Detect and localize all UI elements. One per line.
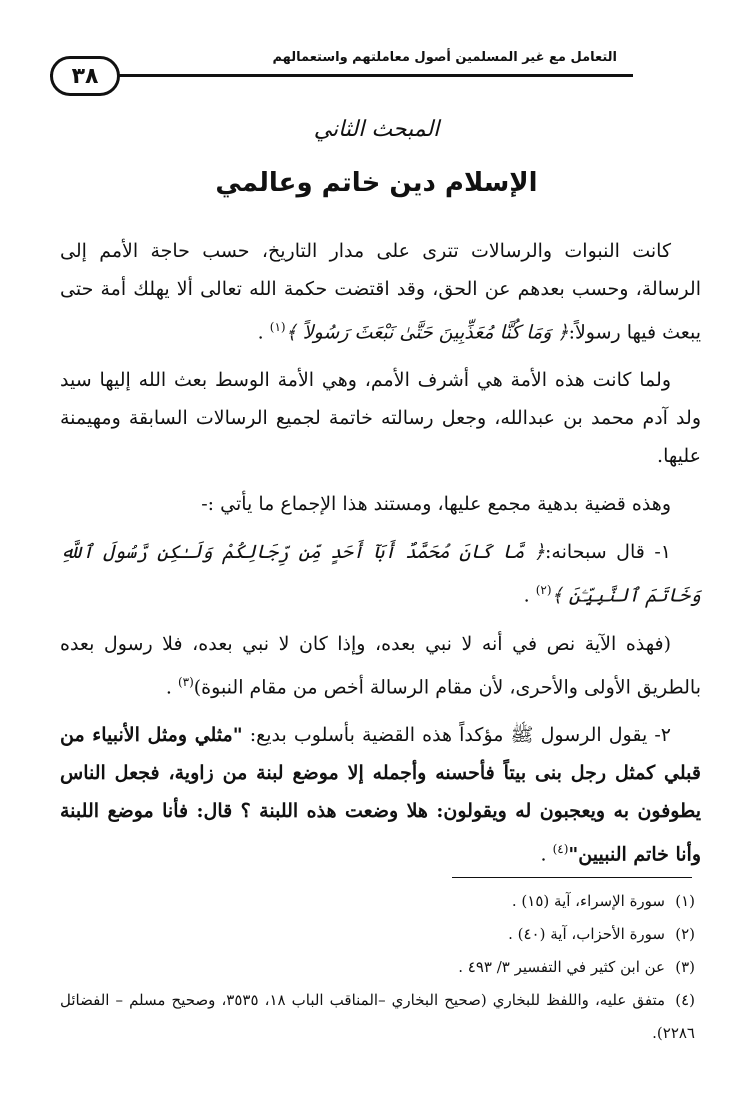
body-text — [60, 232, 701, 883]
footnote-ref: (٤) — [552, 841, 569, 856]
footnote-ref: (٣) — [177, 674, 194, 689]
section-title: الإسلام دين خاتم وعالمي — [215, 168, 538, 198]
page-number: ٣٨ — [50, 56, 120, 96]
footnote: (١)سورة الإسراء، آية (١٥) . — [511, 892, 695, 910]
running-title: التعامل مع غير المسلمين أصول معاملتهم واستعمالهم — [272, 50, 617, 65]
footnote-ref: (١) — [269, 320, 286, 334]
footnote: (٤)متفق عليه، واللفظ للبخاري (صحيح البخاري –المناقب الباب ١٨، ٣٥٣٥، وصحيح مسلم – الفضائل ٢٢٨٦). — [60, 991, 696, 1042]
quran-verse: ﴿ وَمَا كُنَّا مُعَذِّبِينَ حَتَّىٰ نَبْعَثَ رَسُولاً ﴾ — [285, 321, 569, 344]
paragraph: ١- قال سبحانه:﴿ مَّا كَانَ مُحَمَّدٌ أَبَآ أَحَدٍ مِّن رِّجَالِكُمْ وَلَـٰكِن رَّسُولَ ٱللَّهِ وَخَاتَمَ ٱلنَّبِيِّـۧنَ ﴾$^{(٢)}$ . — [60, 541, 701, 607]
footnote-rule — [452, 877, 692, 878]
footnote-ref: (٢) — [535, 583, 552, 598]
footnote: (٢)سورة الأحزاب، آية (٤٠) . — [508, 925, 695, 943]
section-label: المبحث الثاني — [313, 117, 440, 142]
footnotes — [60, 885, 695, 1050]
paragraph: ٢- يقول الرسول ﷺ مؤكداً هذه القضية بأسلوب بديع: "مثلي ومثل الأنبياء من قبلي كمثل رجل بنى بيتاً فأحسنه وأجمله إلا موضع لبنة من زاوية، فجعل الناس يطوفون به ويعجبون له ويقولون: هلا وضعت هذه اللبنة ؟ قال: فأنا موضع اللبنة وأنا خاتم النبيين"$^{(٤)}$ . — [60, 723, 701, 866]
paragraph: ولما كانت هذه الأمة هي أشرف الأمم، وهي الأمة الوسط بعث الله إليها سيد ولد آدم محمد بن عبدالله، وجعل رسالته خاتمة لجميع الرسالات السابقة ومهيمنة عليها. — [60, 369, 701, 468]
page-header — [50, 48, 695, 100]
quran-verse: ﴿ مَّا كَانَ مُحَمَّدٌ أَبَآ أَحَدٍ مِّن رِّجَالِكُمْ وَلَـٰكِن رَّسُولَ ٱللَّهِ وَخَاتَمَ ٱلنَّبِيِّـۧنَ ﴾ — [60, 541, 701, 607]
footnote: (٣)عن ابن كثير في التفسير ٣/ ٤٩٣ . — [458, 958, 695, 976]
paragraph: كانت النبوات والرسالات تترى على مدار التاريخ، حسب حاجة الأمم إلى الرسالة، وحسب بعدهم عن الحق، وقد اقتضت حكمة الله تعالى ألا يهلك أمة حتى يبعث فيها رسولاً:﴿ وَمَا كُنَّا مُعَذِّبِينَ حَتَّىٰ نَبْعَثَ رَسُولاً ﴾$^{(١)}$ . — [60, 240, 701, 344]
paragraph: (فهذه الآية نص في أنه لا نبي بعده، وإذا كان لا نبي بعده، فلا رسول بعده بالطريق الأولى والأحرى، لأن مقام الرسالة أخص من مقام النبوة)$^{(٣)}$ . — [60, 632, 701, 698]
paragraph: وهذه قضية بدهية مجمع عليها، ومستند هذا الإجماع ما يأتي :- — [201, 493, 671, 516]
hadith-quote: "مثلي ومثل الأنبياء من قبلي كمثل رجل بنى بيتاً فأحسنه وأجمله إلا موضع لبنة من زاوية، فجعل الناس يطوفون به ويعجبون له ويقولون: هلا وضعت هذه اللبنة ؟ قال: فأنا موضع اللبنة وأنا خاتم النبيين" — [60, 723, 701, 866]
header-rule — [50, 74, 633, 77]
